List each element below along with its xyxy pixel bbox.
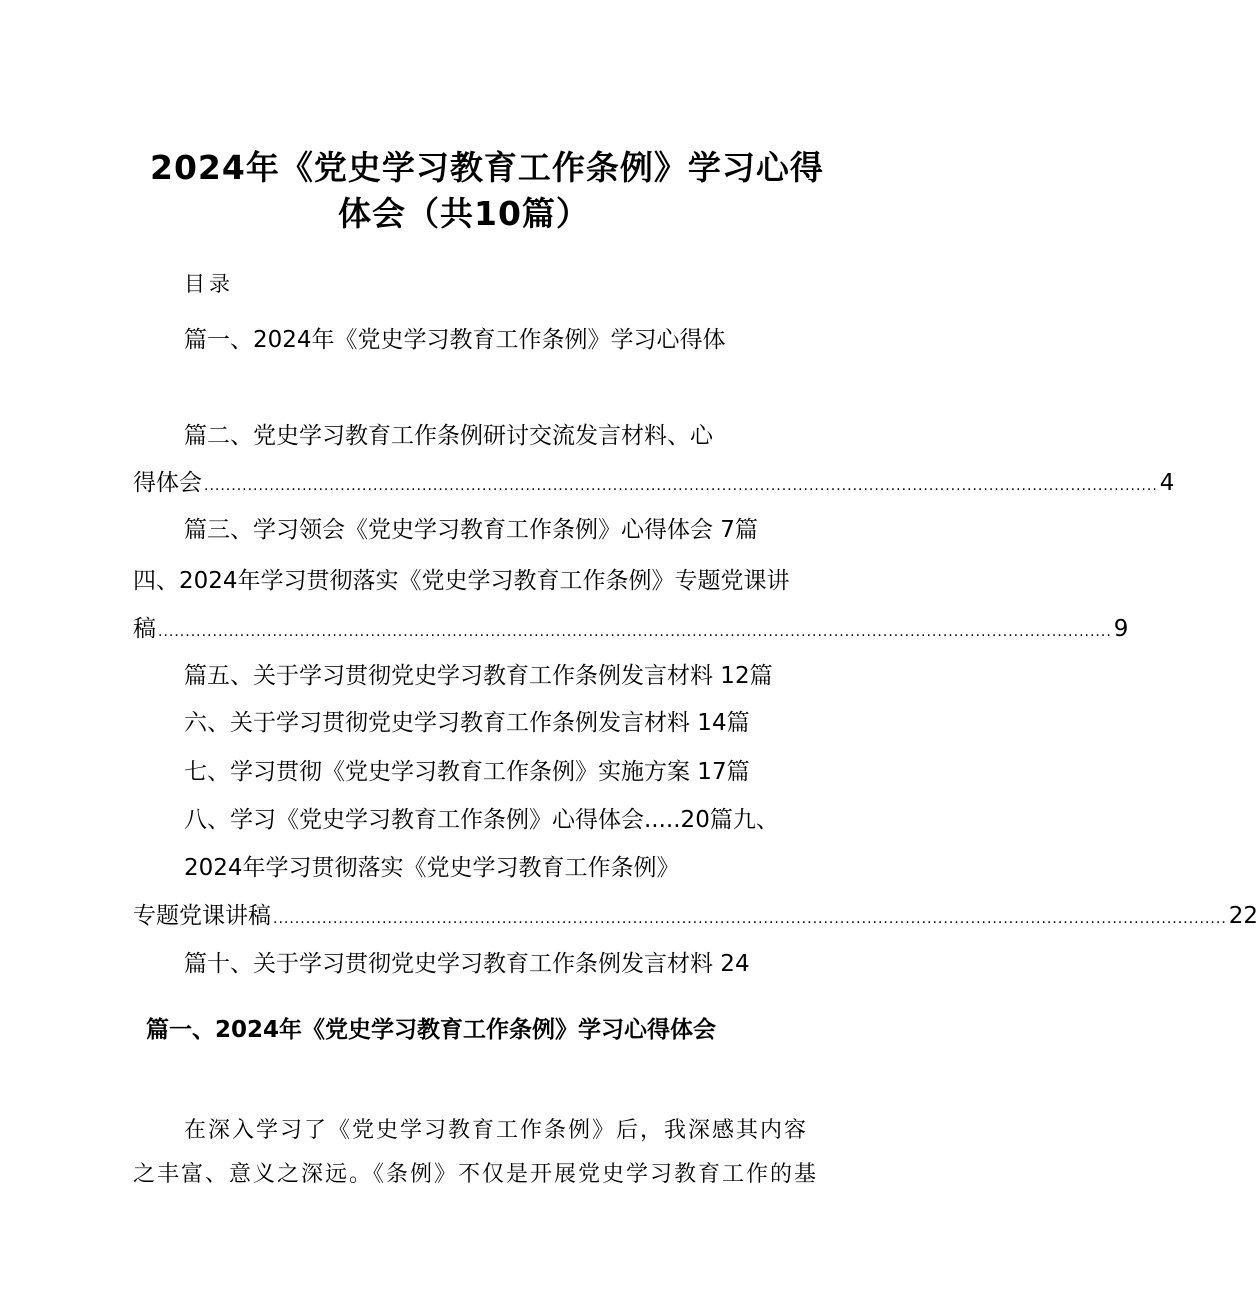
toc-item-1[interactable]: 篇一、2024年《党史学习教育工作条例》学习心得体 [184, 327, 726, 353]
toc-item-2-text: 得体会 [133, 470, 202, 496]
toc-item-3[interactable]: 篇三、学习领会《党史学习教育工作条例》心得体会 7篇 [184, 517, 758, 543]
toc-item-9-line-2[interactable] [133, 901, 1258, 934]
toc-item-4-line-1[interactable]: 四、2024年学习贯彻落实《党史学习教育工作条例》专题党课讲 [133, 568, 790, 594]
toc-item-5[interactable]: 篇五、关于学习贯彻党史学习教育工作条例发言材料 12篇 [184, 663, 773, 689]
toc-item-2-line-1[interactable]: 篇二、党史学习教育工作条例研讨交流发言材料、心 [184, 423, 713, 449]
body-paragraph-line-1: 在深入学习了《党史学习教育工作条例》后，我深感其内容 [184, 1118, 809, 1143]
toc-label: 目录 [184, 272, 234, 296]
toc-leader-dots: ............................................................................................................................................................................... [273, 911, 1227, 927]
toc-leader-dots: ............................................................................................................................................................................... [204, 478, 1158, 494]
document-title-line-1: 2024年《党史学习教育工作条例》学习心得 [150, 148, 824, 187]
toc-leader-dots: ............................................................................................................................................................................... [158, 624, 1112, 640]
toc-item-10[interactable]: 篇十、关于学习贯彻党史学习教育工作条例发言材料 24 [184, 951, 750, 977]
section-heading: 篇一、2024年《党史学习教育工作条例》学习心得体会 [146, 1017, 717, 1043]
toc-item-2-line-2[interactable] [133, 468, 1175, 501]
toc-item-4-line-2[interactable] [133, 614, 1129, 647]
toc-item-8[interactable]: 八、学习《党史学习教育工作条例》心得体会.....20篇九、 [184, 807, 779, 833]
toc-item-9-line-1[interactable]: 2024年学习贯彻落实《党史学习教育工作条例》 [184, 855, 680, 881]
toc-item-6[interactable]: 六、关于学习贯彻党史学习教育工作条例发言材料 14篇 [184, 710, 750, 736]
document-title-line-2: 体会（共10篇） [338, 194, 590, 233]
toc-item-4-text: 稿 [133, 616, 156, 642]
toc-item-9-page: 22 [1228, 903, 1258, 929]
toc-item-4-page: 9 [1113, 616, 1129, 642]
body-paragraph-line-2: 之丰富、意义之深远。《条例》不仅是开展党史学习教育工作的基 [133, 1162, 819, 1187]
toc-item-7[interactable]: 七、学习贯彻《党史学习教育工作条例》实施方案 17篇 [184, 759, 750, 785]
toc-item-2-page: 4 [1159, 470, 1175, 496]
toc-item-9-text: 专题党课讲稿 [133, 903, 271, 929]
